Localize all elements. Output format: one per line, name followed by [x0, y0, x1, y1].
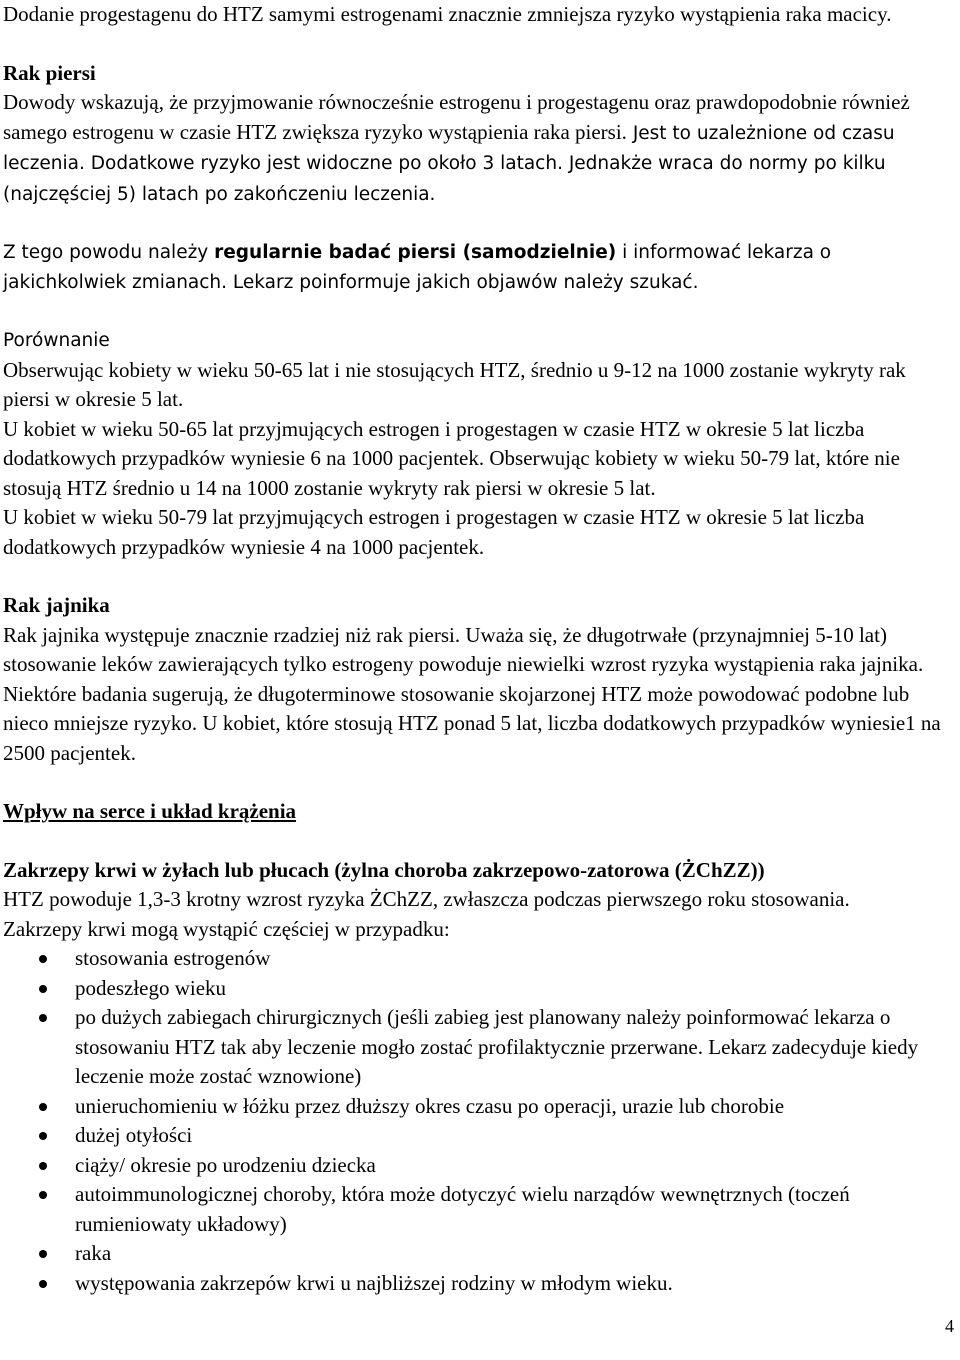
- intro-paragraph: Dodanie progestagenu do HTZ samymi estrogenami znacznie zmniejsza ryzyko wystąpienia raka macicy.: [3, 2, 892, 26]
- list-item: unieruchomieniu w łóżku przez dłuższy okres czasu po operacji, urazie lub chorobie: [3, 1092, 953, 1122]
- bullet-icon: [39, 1162, 47, 1170]
- list-item: raka: [3, 1239, 953, 1269]
- bullet-icon: [39, 1103, 47, 1111]
- bullet-icon: [39, 1132, 47, 1140]
- self-exam-text-a: Z tego powodu należy: [3, 242, 215, 263]
- ovarian-cancer-paragraph: Rak jajnika występuje znacznie rzadziej niż rak piersi. Uważa się, że długotrwałe (przynajmniej 5-10 lat) stosowanie leków zawierających tylko estrogeny powoduje niewielki wzrost ryzyka wystąpienia raka jajnika. Niektóre badania sugerują, że długoterminowe stosowanie skojarzonej HTZ może powodować podobne lub nieco mniejsze ryzyko. U kobiet, które stosują HTZ ponad 5 lat, liczba dodatkowych przypadków wyniesie1 na 2500 pacjentek.: [3, 622, 941, 765]
- list-item: stosowania estrogenów: [3, 944, 953, 974]
- list-item: ciąży/ okresie po urodzeniu dziecka: [3, 1151, 953, 1181]
- bullet-icon: [39, 1191, 47, 1199]
- vte-paragraph-2: Zakrzepy krwi mogą wystąpić częściej w przypadku:: [3, 916, 450, 941]
- list-item: występowania zakrzepów krwi u najbliższej rodziny w młodym wieku.: [3, 1269, 953, 1299]
- heart-section-heading: Wpływ na serce i układ krążenia: [3, 799, 297, 823]
- comparison-heading: Porównanie: [3, 330, 110, 351]
- self-exam-text-b: i informować lekarza o jakichkolwiek zmianach. Lekarz poinformuje jakich objawów należy szukać.: [3, 242, 832, 293]
- breast-cancer-paragraph: [3, 88, 953, 209]
- bullet-icon: [39, 955, 47, 963]
- bullet-icon: [39, 1014, 47, 1022]
- self-exam-bold: regularnie badać piersi (samodzielnie): [214, 242, 617, 263]
- vte-heading: Zakrzepy krwi w żyłach lub płucach (żylna choroba zakrzepowo-zatorowa (ŻChZZ)): [3, 857, 765, 882]
- ovarian-cancer-heading: Rak jajnika: [3, 593, 110, 617]
- list-item: po dużych zabiegach chirurgicznych (jeśli zabieg jest planowany należy poinformować lekarza o stosowaniu HTZ tak aby leczenie mogło zostać profilaktycznie przerwane. Lekarz zadecyduje kiedy leczenie może zostać wznowione): [3, 1003, 953, 1092]
- vte-risk-list: [3, 944, 953, 1298]
- breast-cancer-paragraph-sans: Jest to uzależnione od czasu leczenia. Dodatkowe ryzyko jest widoczne po około 3 latach. Jednakże wraca do normy po kilku (najczęściej 5) latach po zakończeniu leczenia.: [3, 122, 895, 205]
- vte-paragraph-1: HTZ powoduje 1,3-3 krotny wzrost ryzyka ŻChZZ, zwłaszcza podczas pierwszego roku stosowania.: [3, 887, 850, 911]
- bullet-icon: [39, 1250, 47, 1258]
- comparison-paragraph-3: U kobiet w wieku 50-79 lat przyjmujących estrogen i progestagen w czasie HTZ w okresie 5 lat liczba dodatkowych przypadków wyniesie 4 na 1000 pacjentek.: [3, 505, 865, 559]
- list-item: dużej otyłości: [3, 1121, 953, 1151]
- breast-cancer-heading: Rak piersi: [3, 60, 96, 85]
- breast-cancer-paragraph-serif: Dowody wskazują, że przyjmowanie równocześnie estrogenu i progestagenu oraz prawdopodobnie również samego estrogenu w czasie HTZ zwiększa ryzyko wystąpienia raka piersi.: [3, 90, 910, 144]
- self-exam-paragraph: [3, 238, 953, 297]
- bullet-icon: [39, 985, 47, 993]
- comparison-paragraph-1: Obserwując kobiety w wieku 50-65 lat i nie stosujących HTZ, średnio u 9-12 na 1000 zostanie wykryty rak piersi w okresie 5 lat.: [3, 357, 906, 411]
- list-item: autoimmunologicznej choroby, która może dotyczyć wielu narządów wewnętrznych (toczeń rumieniowaty układowy): [3, 1180, 953, 1239]
- document-page: [3, 0, 953, 1298]
- page-number: 4: [945, 1316, 954, 1336]
- comparison-paragraph-2: U kobiet w wieku 50-65 lat przyjmujących estrogen i progestagen w czasie HTZ w okresie 5 lat liczba dodatkowych przypadków wyniesie 6 na 1000 pacjentek. Obserwując kobiety w wieku 50-79 lat, które nie stosują HTZ średnio u 14 na 1000 zostanie wykryty rak piersi w okresie 5 lat.: [3, 416, 900, 500]
- list-item: podeszłego wieku: [3, 974, 953, 1004]
- bullet-icon: [39, 1280, 47, 1288]
